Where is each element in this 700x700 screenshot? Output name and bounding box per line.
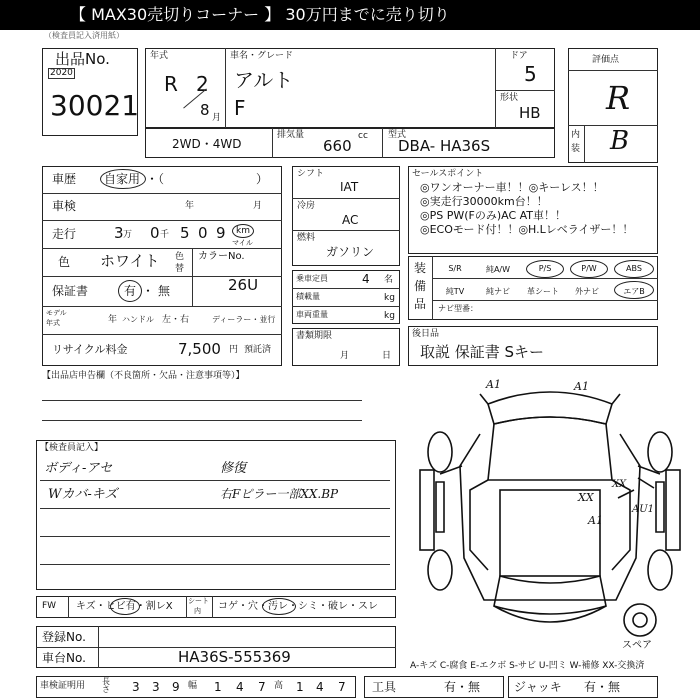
registration-label: 登録No.: [42, 630, 86, 644]
tools-label: 工具: [372, 680, 397, 694]
year-value: 2: [196, 72, 209, 96]
mileage-d5: 9: [216, 224, 226, 242]
capacity-value: 4: [362, 272, 370, 286]
lot-year-tag: 2020: [50, 68, 73, 78]
chassis-value: HA36S-555369: [178, 648, 291, 666]
aircon-label: 冷房: [297, 201, 316, 211]
mark-au1: AU1: [632, 504, 655, 515]
recycle-note: 預託済: [244, 345, 272, 355]
model-code-value: DBA- HA36S: [398, 137, 491, 155]
history-paren-open: ・（: [146, 172, 165, 186]
floor-label: FW: [42, 601, 57, 611]
year-month-unit: 月: [212, 113, 222, 123]
equip-alloy: 純A/W: [485, 265, 511, 274]
cert-height-2: 4: [316, 680, 324, 694]
mark-a1-front-right: A1: [574, 380, 589, 393]
displacement-label: 排気量: [277, 130, 305, 140]
mileage-d2: 0: [150, 224, 160, 242]
shift-value: IAT: [340, 180, 359, 194]
color-value: ホワイト: [100, 252, 160, 270]
cert-width-2: 4: [236, 680, 244, 694]
info-table: [42, 166, 282, 366]
mileage-u2: 千: [160, 230, 170, 240]
cert-height-label: 高: [274, 681, 284, 691]
model-year-label-2: 年式: [46, 319, 60, 327]
mileage-d3: 5: [180, 224, 190, 242]
mark-a1-right: A1: [588, 514, 603, 527]
cert-label: 車検証明用: [40, 681, 86, 691]
doors-label: ドア: [510, 51, 528, 61]
equip-leather: 革シート: [527, 287, 559, 296]
cert-width-3: 7: [258, 680, 266, 694]
aircon-value: AC: [342, 213, 359, 227]
equipment-label-2: 備: [414, 279, 427, 293]
color-change-2: 替: [175, 264, 185, 274]
expiry-label: 書類期限: [296, 331, 333, 341]
displacement-value: 660: [323, 137, 352, 155]
inspection-label: 車検: [52, 199, 77, 213]
sales-point-1: ◎ワンオーナー車！！◎キーレス！！: [420, 181, 604, 194]
floor-seat-1: シート: [188, 597, 209, 605]
cert-len-2: 3: [152, 680, 160, 694]
model-grade: F: [234, 96, 246, 120]
fuel-value: ガソリン: [326, 245, 375, 259]
spare-label: スペア: [622, 640, 652, 651]
year-month: 8: [200, 101, 210, 119]
cert-width-1: 1: [214, 680, 222, 694]
later-entry-value: 取説 保証書 Sキー: [420, 343, 545, 361]
expiry-month-unit: 月: [340, 351, 350, 361]
dealer: ディーラー・並行: [212, 315, 276, 324]
equip-pw: P/W: [581, 264, 597, 273]
sales-point-3: ◎PS PW(Fのみ)AC AT車！！: [420, 209, 567, 222]
mileage-unit-mile: マイル: [232, 239, 253, 247]
equip-abs: ABS: [626, 264, 642, 273]
load-label: 積載量: [296, 292, 320, 301]
model-code-label: 型式: [388, 130, 407, 140]
floor-body: キズ・ヒビ有・割レX: [76, 601, 173, 612]
mileage-u1: 万: [123, 230, 133, 240]
mileage-d1: 3: [114, 224, 124, 242]
recycle-unit: 円: [229, 345, 239, 355]
car-diagram: [400, 370, 700, 650]
color-change-1: 色: [175, 252, 185, 262]
fuel-label: 燃料: [297, 233, 316, 243]
shape-value: HB: [519, 104, 541, 122]
cert-len-1: 3: [132, 680, 140, 694]
lot-number: 30021: [50, 89, 140, 122]
warranty-yes: 有: [124, 284, 137, 298]
shape-label: 形状: [500, 93, 519, 103]
warranty-sep: ・: [142, 284, 155, 298]
shift-label: シフト: [297, 169, 325, 179]
later-entry-label: 後日品: [412, 329, 440, 339]
load-unit: kg: [384, 293, 395, 303]
weight-label: 車両重量: [296, 310, 328, 319]
handle-label: ハンドル: [122, 315, 154, 324]
mark-xx-2: XX: [612, 479, 627, 490]
color-no-value: 26U: [228, 276, 259, 294]
displacement-unit: cc: [358, 131, 368, 141]
mileage-unit-km: km: [236, 226, 250, 236]
year-label: 年式: [150, 51, 169, 61]
legend: A-キズ C-腐食 E-エクボ S-サビ U-凹ミ W-補修 XX-交換済: [410, 661, 645, 671]
floor-seat-2: 内: [194, 607, 201, 615]
interior-value: B: [610, 126, 630, 156]
equip-airbag: エアB: [623, 287, 645, 296]
equip-sr: S/R: [448, 264, 462, 273]
inspector-right-2: 右Fピラー一部XX.BP: [220, 487, 339, 501]
cert-len-label: 長さ: [102, 677, 110, 694]
mark-xx-1: XX: [578, 491, 594, 504]
equip-tv: 純TV: [445, 287, 465, 296]
equip-navi: 純ナビ: [486, 287, 510, 296]
jack-value: 有・無: [584, 680, 621, 694]
top-note: （検査員記入済用紙）: [44, 31, 124, 40]
jack-label: ジャッキ: [514, 680, 562, 694]
warranty-no: 無: [158, 284, 171, 298]
chassis-label: 車台No.: [42, 651, 86, 665]
score-label: 評価点: [592, 55, 620, 65]
model-name: アルト: [234, 68, 294, 92]
banner-text: 【 MAX30売切りコーナー 】 30万円までに売り切り: [70, 5, 450, 24]
cert-height-3: 7: [338, 680, 346, 694]
model-year-unit: 年: [108, 315, 118, 325]
seller-note-label: 【出品店申告欄（不良箇所・欠品・注意事項等）】: [42, 371, 245, 381]
tools-value: 有・無: [444, 680, 481, 694]
warranty-label: 保証書: [52, 284, 89, 298]
expiry-day-unit: 日: [382, 351, 392, 361]
drive: 2WD・4WD: [172, 137, 242, 151]
inspector-label: 【検査員記入】: [40, 443, 104, 453]
capacity-unit: 名: [384, 275, 394, 285]
cert-width-label: 幅: [188, 681, 198, 691]
inspection-year-unit: 年: [185, 201, 195, 211]
navi-label: ナビ型番：: [438, 304, 478, 313]
equip-ps: P/S: [538, 264, 552, 273]
inspector-left-1: ボディ-アセ: [44, 461, 113, 476]
equipment-label-3: 品: [414, 297, 427, 311]
history-label: 車歴: [52, 172, 77, 186]
recycle-value: 7,500: [178, 340, 221, 358]
model-year-label-1: モデル: [46, 309, 67, 317]
capacity-label: 乗車定員: [296, 274, 328, 283]
sales-points-label: セールスポイント: [412, 169, 484, 179]
inspector-right-1: 修復: [220, 461, 247, 476]
cert-len-3: 9: [172, 680, 180, 694]
history-value: 自家用: [104, 172, 141, 186]
lot-label: 出品No.: [55, 50, 110, 68]
score-value: R: [606, 79, 631, 117]
interior-label-2: 装: [571, 144, 581, 154]
equip-ext-navi: 外ナビ: [575, 287, 599, 296]
sales-point-4: ◎ECOモード付！！◎H.Lレベライザー！！: [420, 223, 634, 236]
mark-a1-front-left: A1: [486, 378, 501, 391]
cert-height-1: 1: [296, 680, 304, 694]
recycle-label: リサイクル料金: [52, 343, 128, 356]
model-label: 車名・グレード: [230, 51, 294, 61]
floor-seat-items: コゲ・穴・汚レ・シミ・破レ・スレ: [218, 601, 378, 612]
color-no-label: カラーNo.: [198, 251, 245, 262]
sales-point-2: ◎実走行30000km台！！: [420, 195, 548, 208]
equipment-label-1: 装: [414, 261, 427, 275]
handle-value: 左・右: [162, 315, 190, 325]
mileage-d4: 0: [198, 224, 208, 242]
color-label: 色: [58, 255, 71, 269]
inspection-month-unit: 月: [253, 201, 263, 211]
history-paren-close: ）: [256, 172, 269, 186]
inspector-left-2: Wカバ-キズ: [48, 487, 118, 502]
weight-unit: kg: [384, 311, 395, 321]
year-era: R: [164, 72, 178, 96]
interior-label-1: 内: [571, 130, 581, 140]
mileage-label: 走行: [52, 227, 77, 241]
doors-value: 5: [524, 62, 537, 86]
